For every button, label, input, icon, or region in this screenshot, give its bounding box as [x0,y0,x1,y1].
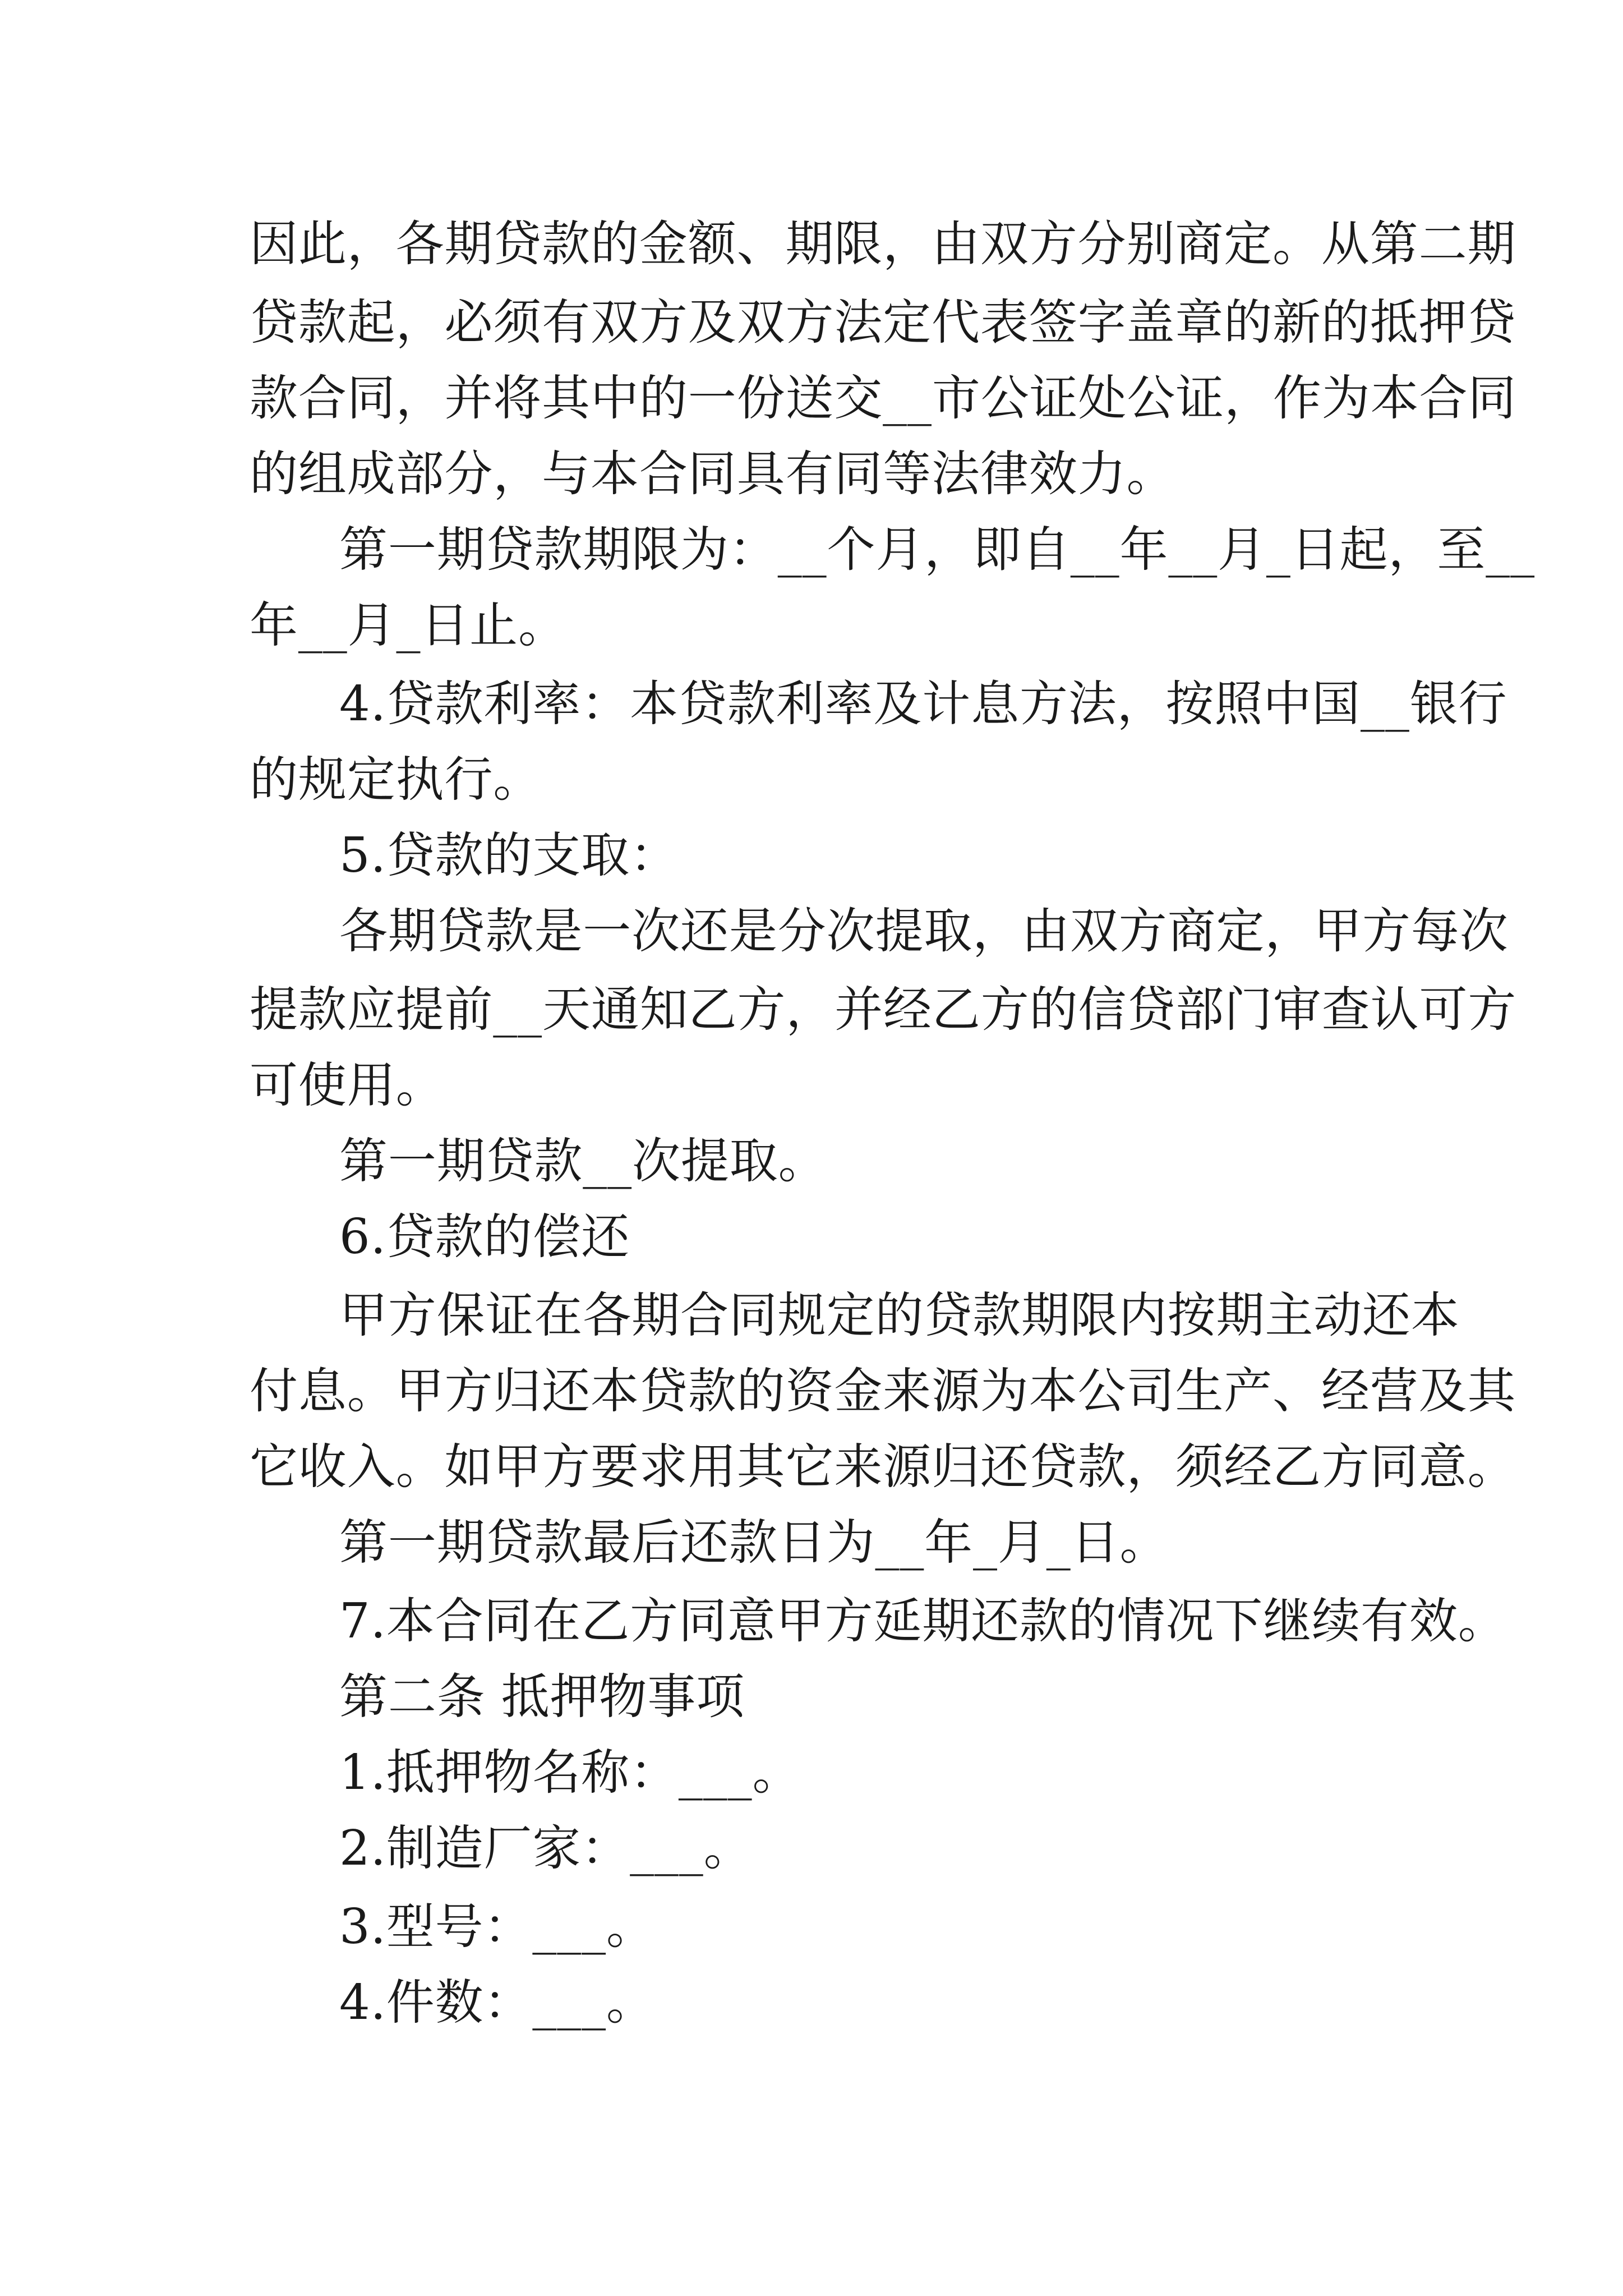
text-line-13: 第一期贷款__次提取。 [339,1133,827,1189]
text-line-18: 第一期贷款最后还款日为__年_月_日。 [339,1515,1169,1571]
text-line-10: 各期贷款是一次还是分次提取，由双方商定，甲方每次 [339,903,1509,959]
text-line-1: 因此，各期贷款的金额、期限，由双方分别商定。从第二期 [250,216,1516,272]
text-line-24: 4.件数：___。 [339,1975,655,2031]
text-line-20: 第二条 抵押物事项 [339,1669,745,1725]
text-line-3: 款合同，并将其中的一份送交__市公证处公证，作为本合同 [250,370,1517,426]
text-line-4: 的组成部分，与本合同具有同等法律效力。 [250,446,1175,502]
text-line-19: 7.本合同在乙方同意甲方延期还款的情况下继续有效。 [339,1593,1507,1649]
text-line-22: 2.制造厂家：___。 [339,1820,753,1876]
text-line-6: 年__月_日止。 [250,597,567,654]
text-line-12: 可使用。 [250,1057,445,1114]
text-line-21: 1.抵押物名称：___。 [339,1745,801,1801]
text-line-9: 5.贷款的支取： [339,827,679,884]
text-line-11: 提款应提前__天通知乙方，并经乙方的信贷部门审查认可方 [250,982,1517,1038]
text-line-16: 付息。甲方归还本贷款的资金来源为本公司生产、经营及其 [250,1363,1516,1419]
text-line-15: 甲方保证在各期合同规定的贷款期限内按期主动还本 [339,1287,1460,1343]
text-line-8: 的规定执行。 [250,752,542,808]
text-line-2: 贷款起，必须有双方及双方法定代表签字盖章的新的抵押贷 [250,295,1516,351]
text-line-23: 3.型号：___。 [339,1899,655,1955]
text-line-17: 它收入。如甲方要求用其它来源归还贷款，须经乙方同意。 [250,1439,1516,1495]
text-line-14: 6.贷款的偿还 [339,1209,630,1265]
text-line-7: 4.贷款利率：本贷款利率及计息方法，按照中国__银行 [339,676,1507,732]
text-line-5: 第一期贷款期限为：__个月，即自__年__月_日起，至__ [339,522,1535,578]
